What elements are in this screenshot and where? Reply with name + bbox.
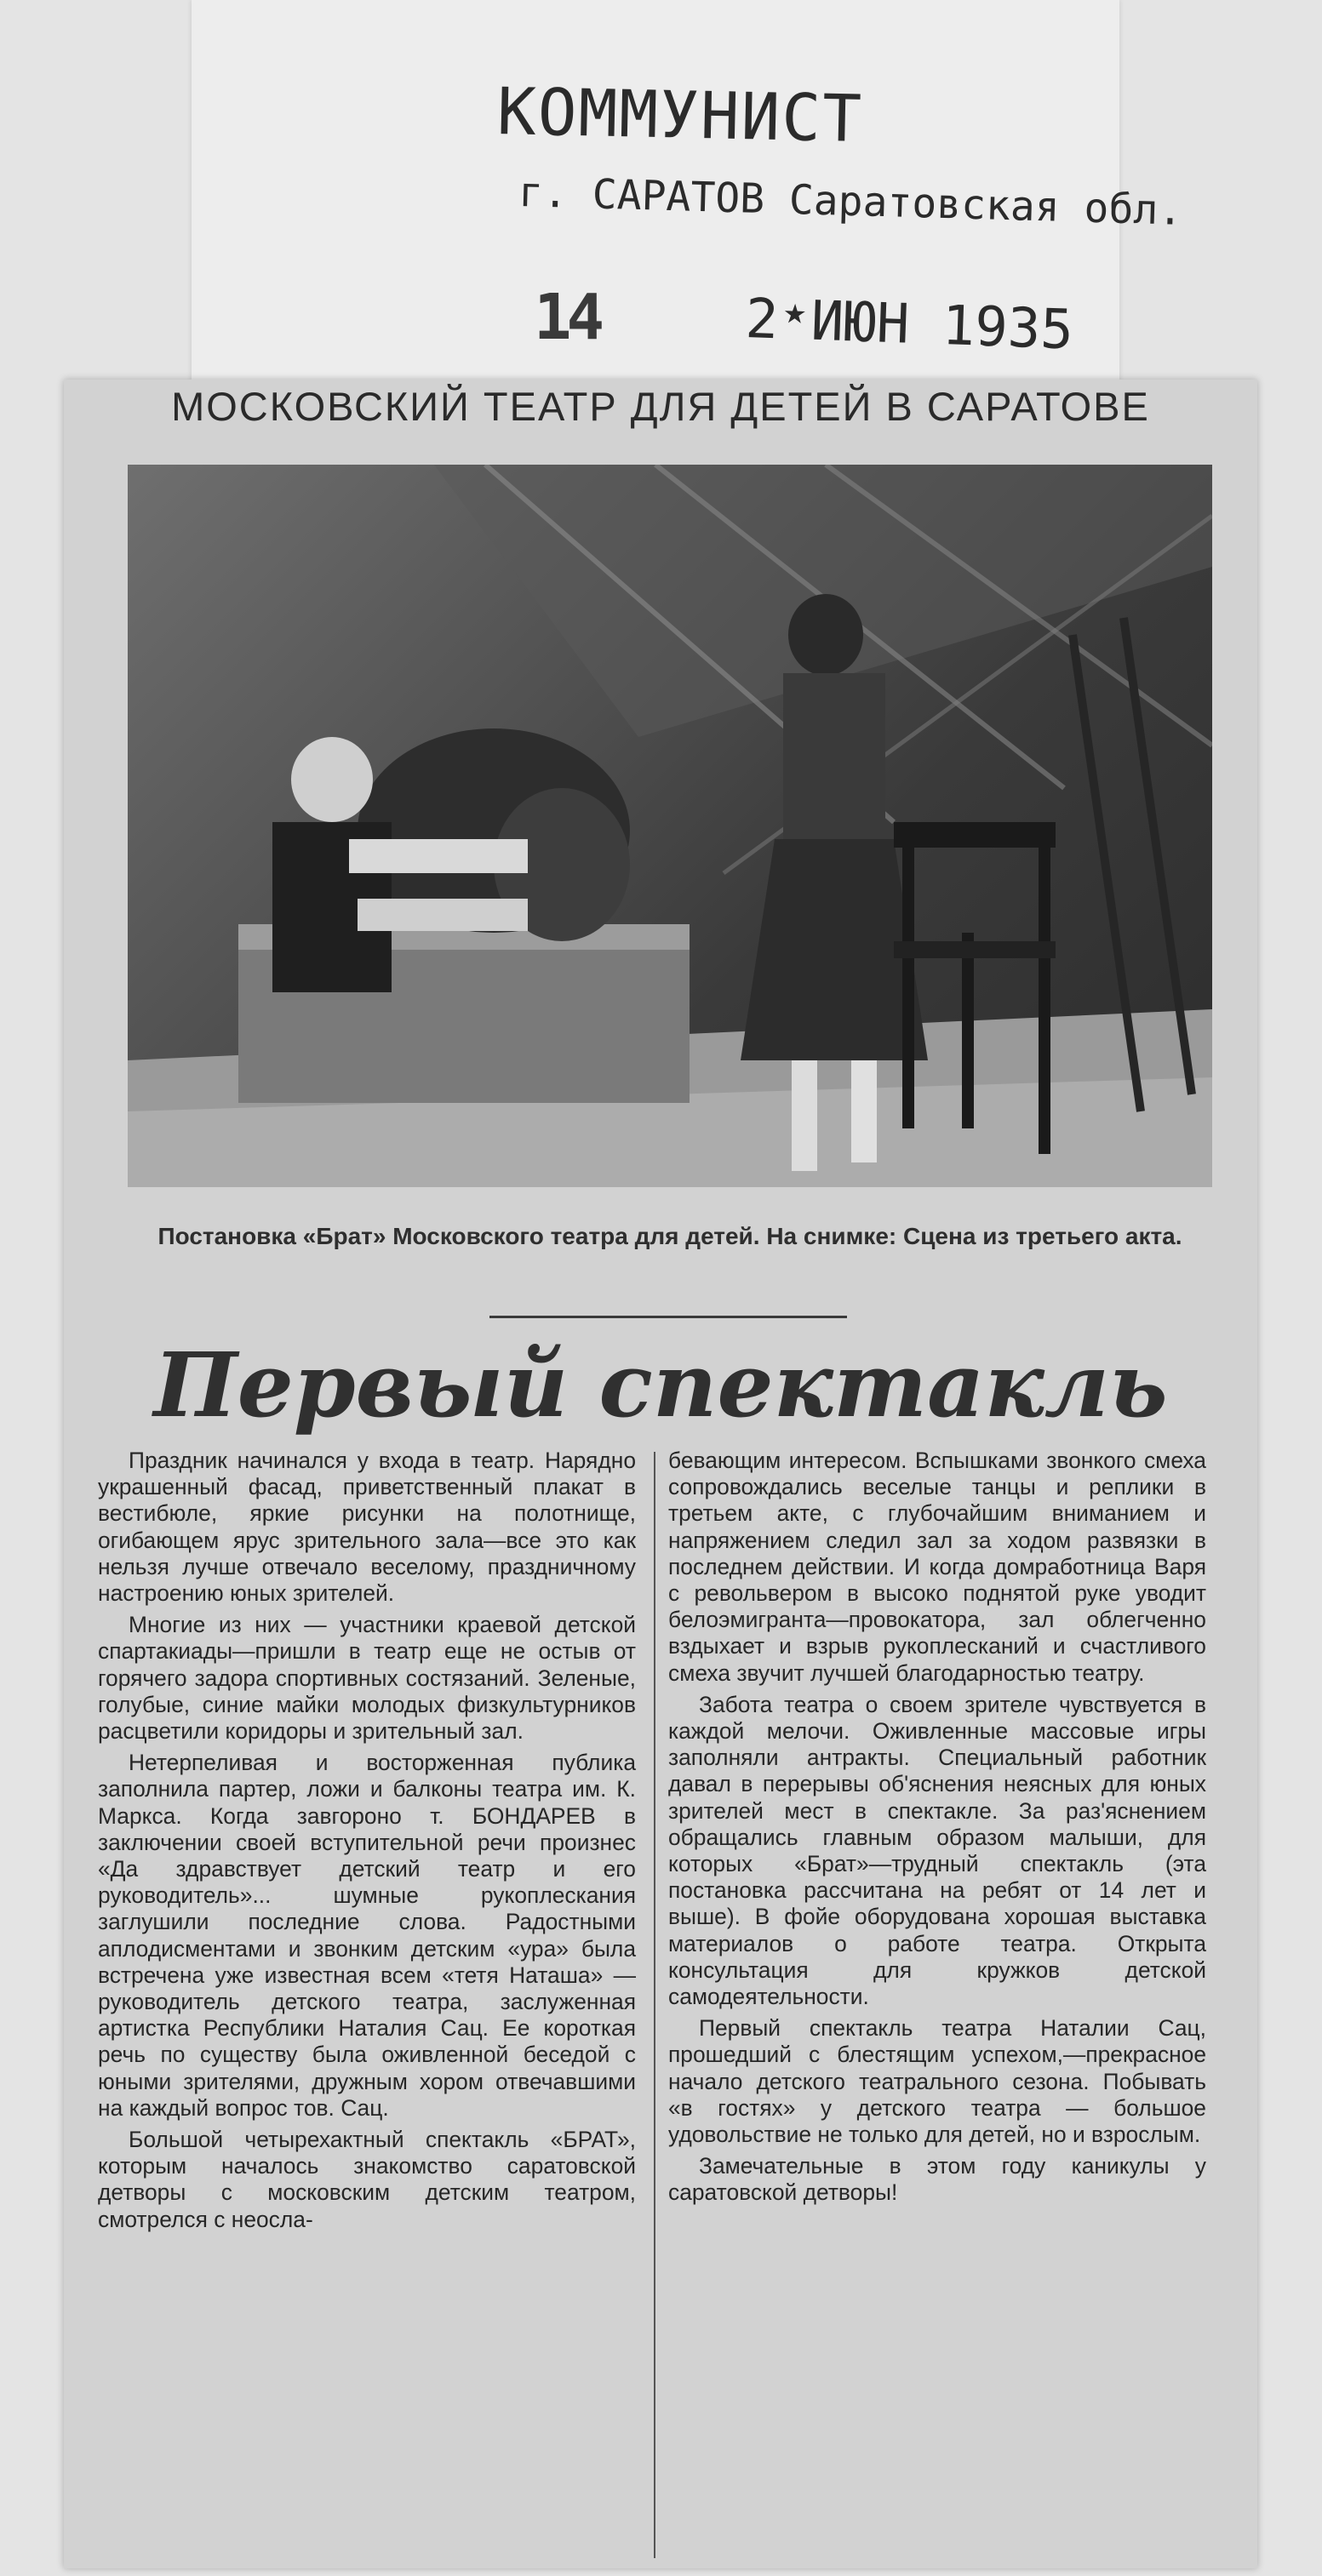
article-paragraph: Праздник начинался у входа в театр. Нарядно украшенный фасад, приветственный плакат в вестибюле, яркие рисунки на полотнище, огибающем ярус зрительного зала—все это как нельзя лучше отвечало веселому, праздничному настроению юных зрителей. (98, 1448, 636, 1607)
date-year: 1935 (941, 294, 1075, 363)
date-stamp (744, 288, 1074, 362)
article-paragraph: Многие из них — участники краевой детской спартакиады—пришли в театр еще не остыв от горячего задора спортивных состязаний. Зеленые, голубые, синие майки молодых физкультурников расцветили коридоры и зрительный зал. (98, 1612, 636, 1745)
date-month: ИЮН (810, 289, 911, 357)
day-number-stamp: 14 (534, 281, 600, 354)
article-paragraph: Первый спектакль театра Наталии Сац, прошедший с блестящим успехом,—прекрасное начало детского театрального сезона. Побывать «в гостях» у детского театра — большое удовольствие не только для детей, но и взрослым. (668, 2015, 1206, 2148)
article-paragraph: Нетерпеливая и восторженная публика заполнила партер, ложи и балконы театра им. К. Маркса. Когда завгороно т. БОНДАРЕВ в заключении своей вступительной речи произнес «Да здравствует детский театр и его руководитель»... шумные рукоплескания заглушили последние слова. Радостными аплодисментами и звонким детским «ура» была встречена уже известная всем «тетя Наташа» — руководитель детского театра, заслуженная артистка Республики Наталия Сац. Ее короткая речь по существу была оживленной беседой с юными зрителями, дружным хором отвечавшими на каждый вопрос тов. Сац. (98, 1750, 636, 2121)
city-stamp: г. САРАТОВ Саратовская обл. (518, 168, 1183, 235)
column-divider (654, 1452, 655, 2558)
star-icon: ★ (782, 288, 807, 334)
newspaper-clipping (64, 380, 1257, 2568)
photo-caption: Постановка «Брат» Московского театра для детей. На снимке: Сцена из третьего акта. (157, 1223, 1182, 1249)
clipping-headline: МОСКОВСКИЙ ТЕАТР ДЛЯ ДЕТЕЙ В САРАТОВЕ (171, 384, 1150, 429)
newspaper-name-stamp: КОММУНИСТ (496, 73, 864, 157)
caption-divider (489, 1316, 847, 1318)
stage-photo-illustration (128, 465, 1212, 1187)
article-paragraph: Большой четырехактный спектакль «БРАТ», которым началось знакомство саратовской детворы с московским детским театром, смотрелся с неосла- (98, 2127, 636, 2232)
article-column-left (98, 1448, 636, 2554)
article-column-right (668, 1448, 1206, 2554)
article-title: Первый спектакль (153, 1333, 1168, 1437)
article-paragraph: Забота театра о своем зрителе чувствуется в каждой мелочи. Оживленные массовые игры заполняли антракты. Специальный работник давал в перерывы об'яснения неясных для юных зрителей мест в спектакле. За раз'яснением обращались главным образом малыши, для которых «Брат»—трудный спектакль (эта постановка рассчитана на ребят от 14 лет и выше). В фойе оборудована хорошая выставка материалов о работе театра. Открыта консультация для кружков детской самодеятельности. (668, 1691, 1206, 2010)
article-paragraph: бевающим интересом. Вспышками звонкого смеха сопровождались веселые танцы и реплики в третьем акте, с глубочайшим вниманием и напряжением следил зал за ходом развязки в последнем действии. И когда домработница Варя с револьвером в высоко поднятой руке уводит белоэмигранта—провокатора, зал облегченно вздыхает и взрыв рукоплесканий и счастливого смеха звучит лучшей благодарностью театру. (668, 1448, 1206, 1686)
newspaper-label-strip (192, 0, 1183, 393)
article-paragraph: Замечательные в этом году каникулы у саратовской детворы! (668, 2153, 1206, 2206)
stage-photo (128, 465, 1212, 1187)
date-day: 2 (744, 288, 780, 352)
